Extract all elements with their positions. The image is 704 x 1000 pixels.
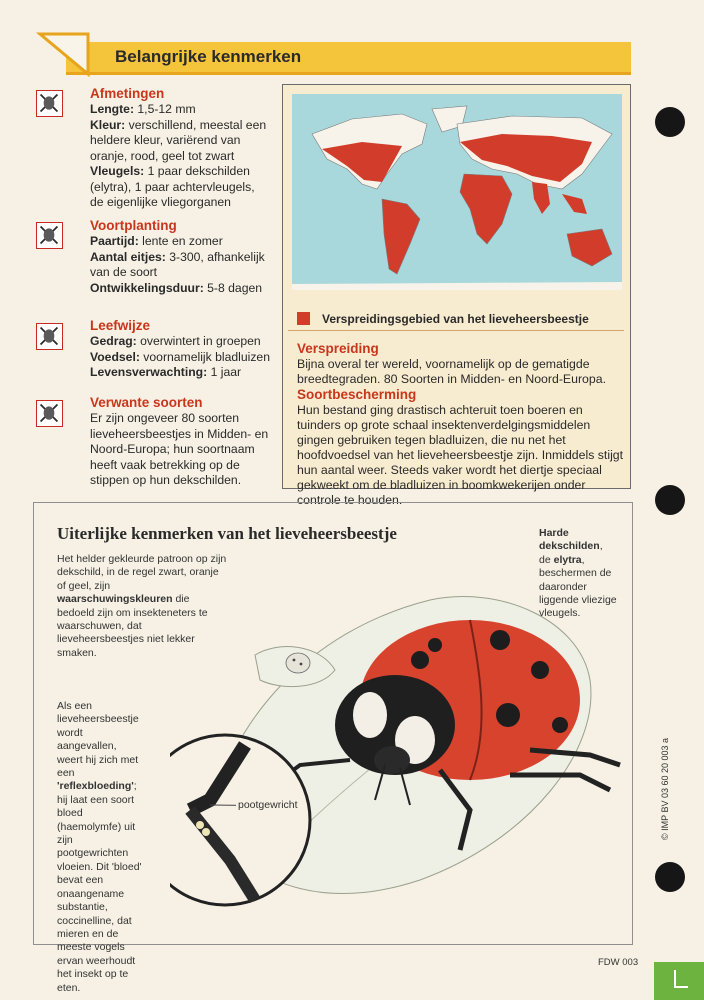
feature-text: overwintert in groepen xyxy=(136,334,261,348)
section-text: Bijna overal ter wereld, voornamelijk op de gematigde breedtegraden. 80 Soorten in Midden- en Noord-Europa. xyxy=(297,357,606,386)
print-code: © IMP BV 03 60 20 003 a xyxy=(660,737,670,840)
reflex-bleeding-text xyxy=(57,700,142,995)
page-corner-icon xyxy=(36,30,96,78)
section-text: Hun bestand ging drastisch achteruit toen boeren en tuinders op grote schaal insektenverdelgingsmiddelen gingen gebruiken tegen bladluizen, die nu net het hoofdvoedsel van het lieveheersbeestje zijn. Inmiddels stijgt hun aantal weer. Steeds vaker wordt het diertje speciaal gekweekt om de bladluizen in boomkwekerijen onder controle te houden. xyxy=(297,403,624,507)
feature-label: Ontwikkelingsduur: xyxy=(90,280,204,295)
caption-text: ; hij laat een soort bloed (haemolymfe) uit zijn pootgewrichten vloeien. Dit 'bloed' bevat een onaangename substantie, coccinelline, dat mieren en de meeste vogels ervan weerhoudt het insekt op te eten. xyxy=(57,780,142,994)
elytra-text xyxy=(539,527,617,621)
ladybug-icon xyxy=(36,90,63,117)
feature-verwante-soorten xyxy=(90,395,272,489)
page-title: Belangrijke kenmerken xyxy=(115,47,302,66)
feature-text: voornamelijk bladluizen xyxy=(139,349,270,364)
caption-text: die bedoeld zijn om insekteneters te waarschuwen, dat lieveheersbeestjes niet lekker smaken. xyxy=(57,593,208,659)
binder-hole xyxy=(655,862,685,892)
feature-text: Er zijn ongeveer 80 soorten lieveheersbeestjes in Midden- en Noord-Europa; hun soortnaam heeft vaak betrekking op de stippen op hun dekschilden. xyxy=(90,411,269,487)
feature-leefwijze xyxy=(90,318,275,381)
feature-voortplanting xyxy=(90,218,275,296)
feature-label: Vleugels: xyxy=(90,164,145,178)
ladybug-icon xyxy=(36,222,63,249)
divider xyxy=(288,330,624,331)
feature-heading: Verwante soorten xyxy=(90,395,203,410)
ladybug-icon xyxy=(36,400,63,427)
section-heading: Verspreiding xyxy=(297,341,379,356)
feature-label: Lengte: xyxy=(90,102,135,116)
feature-text: 1,5-12 mm xyxy=(134,102,196,116)
caption-bold: waarschuwingskleuren xyxy=(57,593,173,606)
feature-label: Aantal eitjes: xyxy=(90,249,166,264)
feature-heading: Leefwijze xyxy=(90,318,151,333)
caption-text: , de xyxy=(539,540,603,566)
binder-hole xyxy=(655,485,685,515)
section-heading: Soortbescherming xyxy=(297,387,417,402)
index-tab xyxy=(654,962,704,1000)
illustration-title: Uiterlijke kenmerken van het lieveheersbeestje xyxy=(57,524,397,543)
ladybug-icon xyxy=(36,323,63,350)
soortbescherming-section xyxy=(297,386,624,508)
feature-text: verschillend, meestal een heldere kleur, variërend van oranje, rood, geel tot zwart xyxy=(90,117,267,163)
warning-colors-text xyxy=(57,553,227,660)
joint-label: pootgewricht xyxy=(238,799,298,811)
map-legend: Verspreidingsgebied van het lieveheersbeestje xyxy=(322,312,589,326)
binder-hole xyxy=(655,107,685,137)
verspreiding-section xyxy=(297,340,624,387)
feature-text: lente en zomer xyxy=(138,234,223,248)
feature-label: Gedrag: xyxy=(90,334,137,348)
caption-text: , beschermen de daaronder liggende vliezige vleugels. xyxy=(539,553,617,620)
feature-text: 1 jaar xyxy=(207,365,242,379)
world-map xyxy=(292,94,622,290)
feature-afmetingen xyxy=(90,86,270,211)
feature-text: 3-300, afhankelijk van de soort xyxy=(90,249,265,279)
feature-heading: Afmetingen xyxy=(90,86,165,101)
caption-bold: elytra xyxy=(553,553,582,566)
feature-label: Levensverwachting: xyxy=(90,365,208,379)
caption-bold: Harde dekschilden xyxy=(539,527,600,553)
caption-text: Als een lieveheersbeestje wordt aangevallen, weert hij zich met een xyxy=(57,700,139,780)
world-map-drawing xyxy=(292,94,622,290)
legend-swatch xyxy=(297,312,310,325)
caption-text: Het helder gekleurde patroon op zijn dekschild, in de regel zwart, oranje of geel, zijn xyxy=(57,553,227,592)
feature-text: 5-8 dagen xyxy=(203,280,263,295)
caption-bold: 'reflexbloeding' xyxy=(57,780,134,793)
feature-text: 1 paar dekschilden (elytra), 1 paar achtervleugels, de eigenlijke vliegorganen xyxy=(90,164,255,209)
feature-label: Voedsel: xyxy=(90,349,140,364)
feature-label: Kleur: xyxy=(90,117,126,132)
page-code: FDW 003 xyxy=(598,957,639,968)
feature-label: Paartijd: xyxy=(90,234,139,248)
feature-heading: Voortplanting xyxy=(90,218,177,233)
